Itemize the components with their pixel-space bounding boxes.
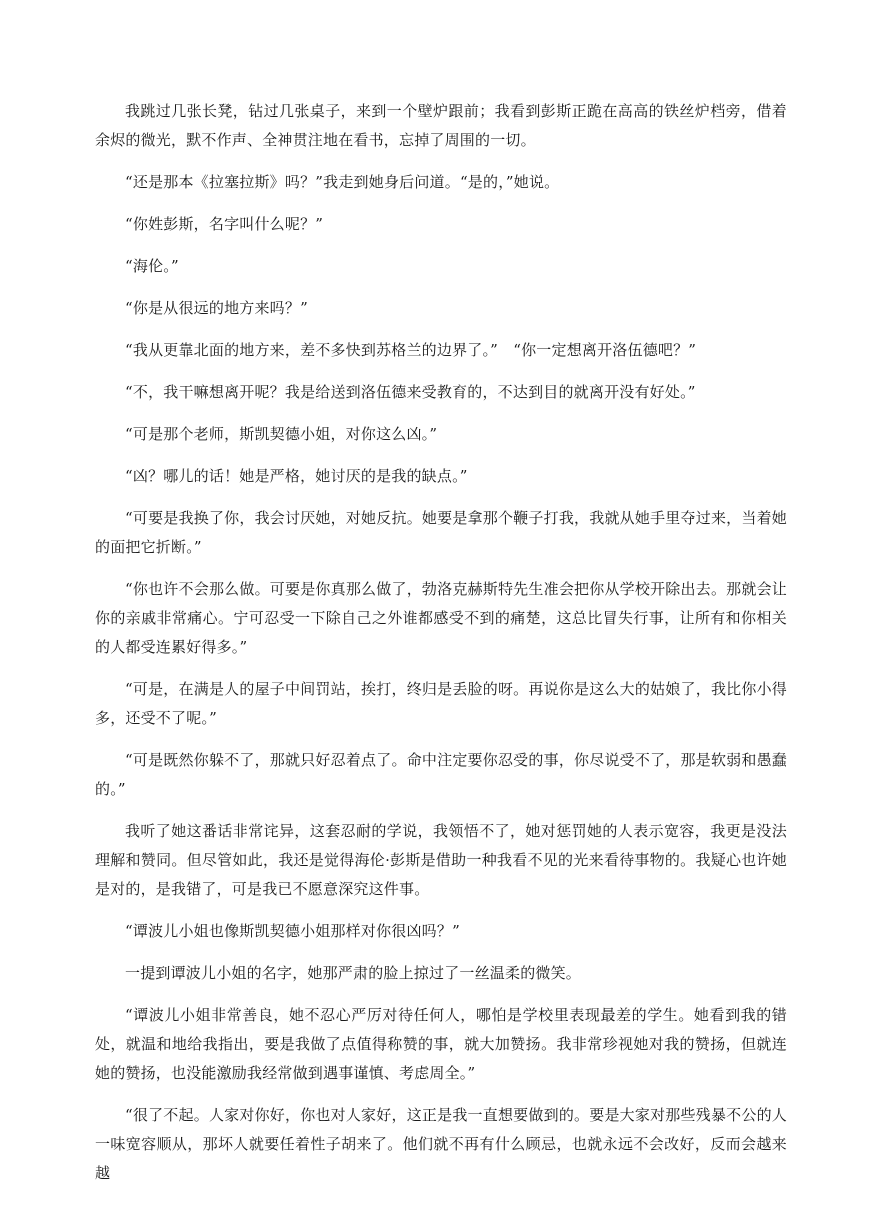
paragraph: “可是既然你躲不了，那就只好忍着点了。命中注定要你忍受的事，你尽说受不了，那是软弱和愚蠢的。”: [95, 751, 787, 798]
paragraph: “可要是我换了你，我会讨厌她，对她反抗。她要是拿那个鞭子打我，我就从她手里夺过来，当着她的面把它折断。”: [95, 509, 787, 556]
paragraph: “你是从很远的地方来吗？”: [125, 299, 308, 317]
paragraph: 一提到谭波儿小姐的名字，她那严肃的脸上掠过了一丝温柔的微笑。: [125, 964, 582, 982]
paragraph: “可是那个老师，斯凯契德小姐，对你这么凶。”: [125, 425, 438, 443]
paragraph: “凶？哪儿的话！她是严格，她讨厌的是我的缺点。”: [125, 467, 468, 485]
paragraph: 我跳过几张长凳，钻过几张桌子，来到一个壁炉跟前；我看到彭斯正跪在高高的铁丝炉档旁，借着余烬的微光，默不作声、全神贯注地在看书，忘掉了周围的一切。: [95, 102, 787, 149]
paragraph: “我从更靠北面的地方来，差不多快到苏格兰的边界了。” “你一定想离开洛伍德吧？”: [125, 341, 697, 359]
paragraph: “可是，在满是人的屋子中间罚站，挨打，终归是丢脸的呀。再说你是这么大的姑娘了，我比你小得多，还受不了呢。”: [95, 680, 787, 727]
paragraph: “很了不起。人家对你好，你也对人家好，这正是我一直想要做到的。要是大家对那些残暴不公的人一味宽容顺从，那坏人就要任着性子胡来了。他们就不再有什么顾忌，也就永远不会改好，反而会越来越: [95, 1106, 787, 1182]
paragraph: “还是那本《拉塞拉斯》吗？”我走到她身后问道。“是的，”她说。: [125, 173, 560, 191]
paragraph: “不，我干嘛想离开呢？我是给送到洛伍德来受教育的，不达到目的就离开没有好处。”: [125, 383, 696, 401]
paragraph: “你也许不会那么做。可要是你真那么做了，勃洛克赫斯特先生准会把你从学校开除出去。那就会让你的亲戚非常痛心。宁可忍受一下除自己之外谁都感受不到的痛楚，这总比冒失行事，让所有和你相关的人都受连累好得多。”: [95, 580, 787, 656]
paragraph: “谭波儿小姐非常善良，她不忍心严厉对待任何人，哪怕是学校里表现最差的学生。她看到我的错处，就温和地给我指出，要是我做了点值得称赞的事，就大加赞扬。我非常珍视她对我的赞扬，但就连她的赞扬，也没能激励我经常做到遇事谨慎、考虑周全。”: [95, 1006, 787, 1082]
paragraph: 我听了她这番话非常诧异，这套忍耐的学说，我领悟不了，她对惩罚她的人表示宽容，我更是没法理解和赞同。但尽管如此，我还是觉得海伦·彭斯是借助一种我看不见的光来看待事物的。我疑心也许她是对的，是我错了，可是我已不愿意深究这件事。: [95, 822, 787, 898]
paragraph: “谭波儿小姐也像斯凯契德小姐那样对你很凶吗？”: [125, 922, 460, 940]
paragraph: “海伦。”: [125, 257, 179, 275]
paragraph: “你姓彭斯，名字叫什么呢？”: [125, 215, 324, 233]
